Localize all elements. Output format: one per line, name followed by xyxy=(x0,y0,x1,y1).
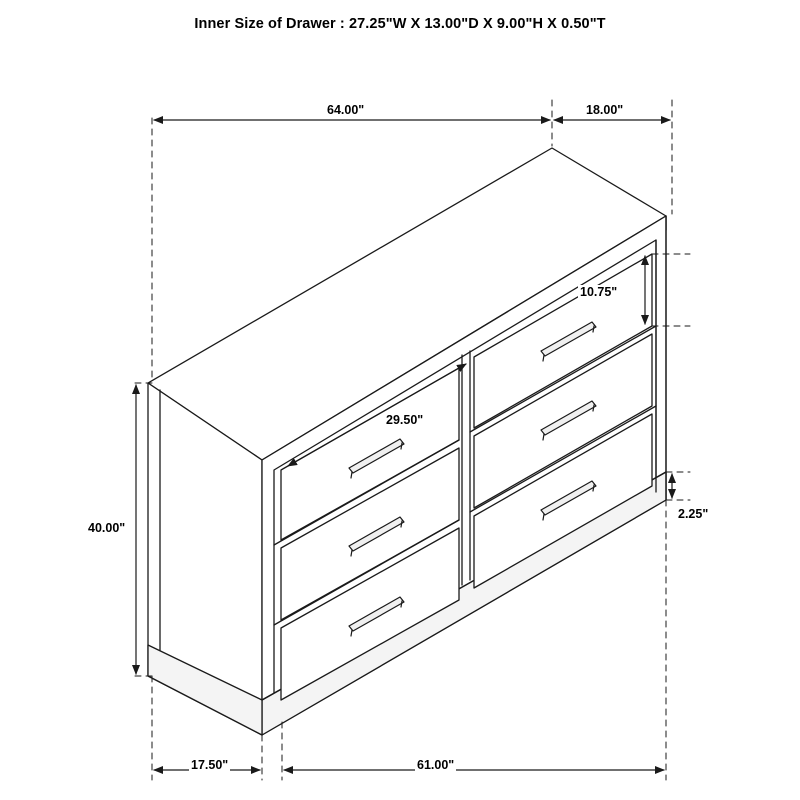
dimension-label-drawer-height: 10.75" xyxy=(580,285,618,299)
dimension-label-top-depth: 18.00" xyxy=(586,103,624,117)
dimension-label-base-height: 2.25" xyxy=(678,507,709,521)
page-title: Inner Size of Drawer : 27.25"W X 13.00"D X 9.00"H X 0.50"T xyxy=(194,16,606,32)
dimension-label-drawer-interior: 29.50" xyxy=(386,413,424,427)
dimension-label-top-width: 64.00" xyxy=(327,103,365,117)
dimension-label-overall-height: 40.00" xyxy=(88,521,126,535)
dimension-label-base-depth: 17.50" xyxy=(191,758,229,772)
dimension-label-base-width: 61.00" xyxy=(417,758,455,772)
